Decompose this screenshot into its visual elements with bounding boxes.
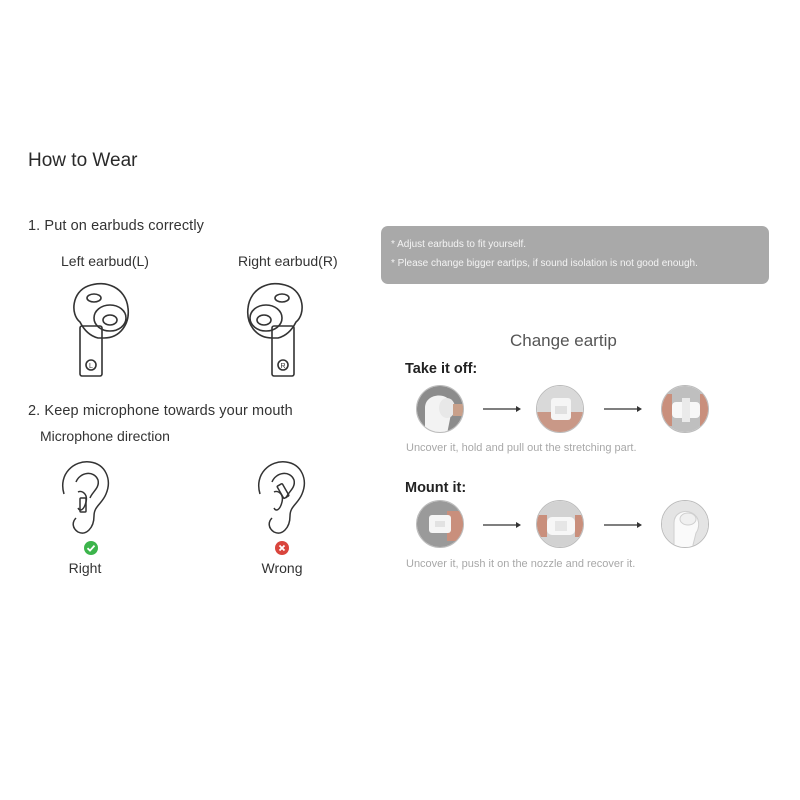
mount-step-3-image: [661, 500, 709, 548]
ear-wrong-icon: [250, 458, 310, 538]
mount-heading: Mount it:: [405, 480, 467, 496]
mount-step-1-image: [416, 500, 464, 548]
note-line-2: * Please change bigger eartips, if sound isolation is not good enough.: [391, 258, 698, 269]
take-off-caption: Uncover it, hold and pull out the stretching part.: [406, 442, 637, 454]
mount-caption: Uncover it, push it on the nozzle and recover it.: [406, 558, 636, 570]
check-icon: [84, 541, 98, 555]
right-earbud-icon: [240, 280, 310, 382]
mount-step-2-image: [536, 500, 584, 548]
step1-heading: 1. Put on earbuds correctly: [28, 218, 204, 234]
note-line-1: * Adjust earbuds to fit yourself.: [391, 239, 527, 250]
cross-icon: [275, 541, 289, 555]
left-earbud-label: Left earbud(L): [61, 253, 149, 269]
take-off-step-3-image: [661, 385, 709, 433]
take-off-heading: Take it off:: [405, 361, 478, 377]
microphone-direction-label: Microphone direction: [40, 428, 170, 444]
arrow-right-icon: [604, 404, 644, 414]
take-off-step-2-image: [536, 385, 584, 433]
ear-correct-icon: [54, 458, 114, 538]
arrow-right-icon: [483, 404, 523, 414]
left-earbud-icon: [66, 280, 136, 382]
arrow-right-icon: [604, 520, 644, 530]
left-mark: L: [89, 363, 93, 370]
wrong-label: Wrong: [261, 560, 303, 576]
change-eartip-title: Change eartip: [510, 331, 617, 350]
page-title: How to Wear: [28, 150, 138, 171]
tips-note-box: [381, 226, 769, 284]
right-earbud-label: Right earbud(R): [238, 253, 338, 269]
right-mark: R: [280, 363, 286, 370]
right-label: Right: [68, 560, 102, 576]
arrow-right-icon: [483, 520, 523, 530]
take-off-step-1-image: [416, 385, 464, 433]
step2-heading: 2. Keep microphone towards your mouth: [28, 403, 293, 419]
